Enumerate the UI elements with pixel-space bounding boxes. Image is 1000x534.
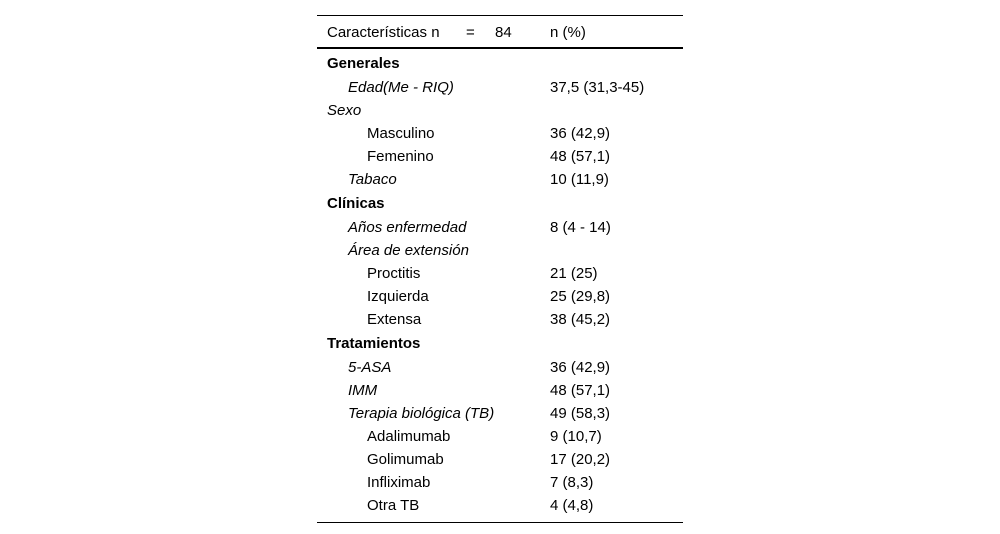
row-value: 7 (8,3) <box>550 474 594 491</box>
row-label: Otra TB <box>367 497 420 514</box>
row-value: 48 (57,1) <box>550 382 611 399</box>
table-row <box>317 425 683 448</box>
row-value: 17 (20,2) <box>550 451 611 468</box>
row-label: Golimumab <box>367 451 444 468</box>
table-row <box>317 145 683 168</box>
row-label: Tratamientos <box>327 335 421 352</box>
table-header-row <box>317 16 683 47</box>
table-row <box>317 471 683 494</box>
table-row <box>317 448 683 471</box>
table-row <box>317 168 683 191</box>
row-label: Años enfermedad <box>348 219 467 236</box>
row-value: 36 (42,9) <box>550 359 611 376</box>
table-row <box>317 122 683 145</box>
row-label: Proctitis <box>367 265 421 282</box>
row-value: 38 (45,2) <box>550 311 611 328</box>
row-value: 25 (29,8) <box>550 288 611 305</box>
row-value: 37,5 (31,3-45) <box>550 79 645 96</box>
header-equals: = <box>466 24 475 41</box>
table-body <box>317 49 683 522</box>
characteristics-table <box>317 15 683 523</box>
row-value: 48 (57,1) <box>550 148 611 165</box>
row-value: 4 (4,8) <box>550 497 594 514</box>
table-row <box>317 262 683 285</box>
row-label: Terapia biológica (TB) <box>348 405 495 422</box>
row-label: Edad(Me - RIQ) <box>348 79 454 96</box>
table-row <box>317 494 683 517</box>
row-label: Sexo <box>327 102 362 119</box>
row-label: Área de extensión <box>348 242 469 259</box>
row-value: 8 (4 - 14) <box>550 219 611 236</box>
table-row <box>317 402 683 425</box>
row-label: Femenino <box>367 148 434 165</box>
table-row <box>317 379 683 402</box>
row-label: Tabaco <box>348 171 397 188</box>
table-row <box>317 356 683 379</box>
header-n-total: 84 <box>495 24 512 41</box>
row-value: 10 (11,9) <box>550 171 609 188</box>
row-label: 5-ASA <box>348 359 392 376</box>
row-label: IMM <box>348 382 378 399</box>
row-value: 21 (25) <box>550 265 598 282</box>
row-label: Clínicas <box>327 195 385 212</box>
table-row <box>317 239 683 262</box>
header-n-percent: n (%) <box>550 24 586 41</box>
section-header-row <box>317 191 683 216</box>
header-characteristics: Características n <box>327 24 440 41</box>
row-label: Izquierda <box>367 288 429 305</box>
table-row <box>317 216 683 239</box>
row-label: Generales <box>327 55 400 72</box>
table-row <box>317 99 683 122</box>
row-label: Adalimumab <box>367 428 451 445</box>
table-row <box>317 76 683 99</box>
table-bottom-rule <box>317 522 683 523</box>
row-value: 49 (58,3) <box>550 405 611 422</box>
row-label: Infliximab <box>367 474 431 491</box>
table-row <box>317 285 683 308</box>
row-label: Extensa <box>367 311 422 328</box>
section-header-row <box>317 51 683 76</box>
section-header-row <box>317 331 683 356</box>
row-value: 9 (10,7) <box>550 428 602 445</box>
row-value: 36 (42,9) <box>550 125 611 142</box>
row-label: Masculino <box>367 125 435 142</box>
table-row <box>317 308 683 331</box>
